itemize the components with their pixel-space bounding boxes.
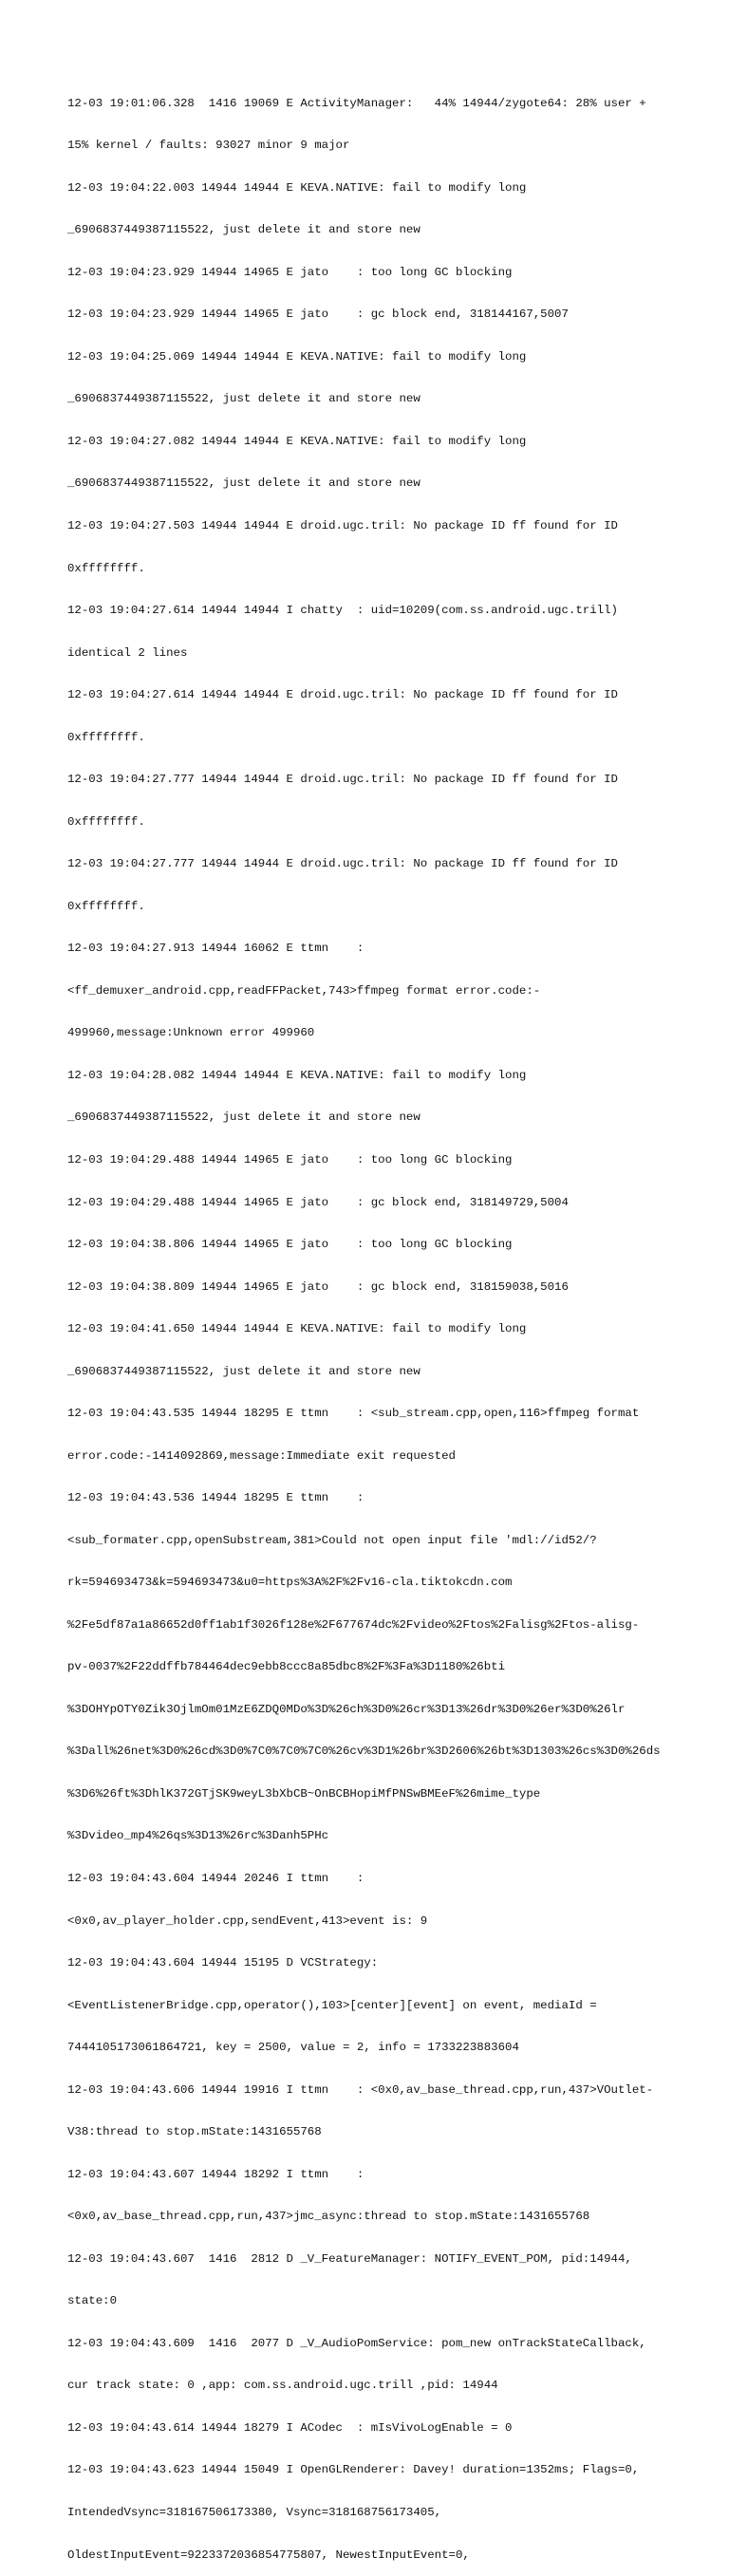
log-line: 12-03 19:04:43.614 14944 18279 I ACodec : mIsVivoLogEnable = 0 <box>67 2420 513 2435</box>
log-line: _6906837449387115522, just delete it and store new <box>67 223 421 237</box>
log-line: 12-03 19:04:23.929 14944 14965 E jato : gc block end, 318144167,5007 <box>67 308 569 322</box>
log-line: <ff_demuxer_android.cpp,readFFPacket,743>ffmpeg format error.code:- <box>67 983 541 998</box>
log-line: 12-03 19:04:27.777 14944 14944 E droid.ugc.tril: No package ID ff found for ID <box>67 773 618 787</box>
log-line: 12-03 19:04:27.777 14944 14944 E droid.ugc.tril: No package ID ff found for ID <box>67 857 618 871</box>
log-line: _6906837449387115522, just delete it and store new <box>67 1111 421 1125</box>
log-line: %3Dall%26net%3D0%26cd%3D0%7C0%7C0%7C0%26cv%3D1%26br%3D2606%26bt%3D1303%26cs%3D0%26ds <box>67 1745 661 1759</box>
log-line: 12-03 19:04:23.929 14944 14965 E jato : too long GC blocking <box>67 265 513 279</box>
log-line: 12-03 19:04:27.913 14944 16062 E ttmn : <box>67 942 364 956</box>
log-line: %3D6%26ft%3DhlK372GTjSK9weyL3bXbCB~OnBCBHopiMfPNSwBMEeF%26mime_type <box>67 1786 541 1801</box>
log-line: 499960,message:Unknown error 499960 <box>67 1026 315 1040</box>
log-line: 12-03 19:04:41.650 14944 14944 E KEVA.NATIVE: fail to modify long <box>67 1322 527 1336</box>
log-line: 12-03 19:04:43.604 14944 15195 D VCStrategy: <box>67 1956 379 1970</box>
log-line: <0x0,av_player_holder.cpp,sendEvent,413>event is: 9 <box>67 1913 428 1928</box>
log-line: state:0 <box>67 2294 118 2308</box>
log-line: 12-03 19:04:22.003 14944 14944 E KEVA.NATIVE: fail to modify long <box>67 180 527 195</box>
log-line: identical 2 lines <box>67 645 188 660</box>
log-line: 12-03 19:04:43.607 14944 18292 I ttmn : <box>67 2167 364 2181</box>
log-line: <sub_formater.cpp,openSubstream,381>Could not open input file 'mdl://id52/? <box>67 1533 597 1547</box>
log-line: 12-03 19:04:29.488 14944 14965 E jato : too long GC blocking <box>67 1152 513 1167</box>
log-line: 12-03 19:04:29.488 14944 14965 E jato : gc block end, 318149729,5004 <box>67 1195 569 1209</box>
log-line: 12-03 19:04:43.607 1416 2812 D _V_FeatureManager: NOTIFY_EVENT_POM, pid:14944, <box>67 2251 632 2266</box>
log-line: <0x0,av_base_thread.cpp,run,437>jmc_async:thread to stop.mState:1431655768 <box>67 2210 590 2224</box>
log-line: %3Dvideo_mp4%26qs%3D13%26rc%3Danh5PHc <box>67 1829 329 1843</box>
log-line: V38:thread to stop.mState:1431655768 <box>67 2125 322 2139</box>
log-line: 12-03 19:04:43.535 14944 18295 E ttmn : <sub_stream.cpp,open,116>ffmpeg format <box>67 1407 640 1421</box>
log-line: 12-03 19:04:28.082 14944 14944 E KEVA.NATIVE: fail to modify long <box>67 1068 527 1082</box>
log-line: IntendedVsync=318167506173380, Vsync=318168756173405, <box>67 2505 442 2519</box>
log-line: 7444105173061864721, key = 2500, value = 2, info = 1733223883604 <box>67 2041 519 2055</box>
log-line: 0xffffffff. <box>67 899 145 913</box>
log-line: OldestInputEvent=9223372036854775807, NewestInputEvent=0, <box>67 2548 470 2562</box>
log-line: 0xffffffff. <box>67 561 145 575</box>
log-line: cur track state: 0 ,app: com.ss.android.ugc.trill ,pid: 14944 <box>67 2379 498 2393</box>
log-text-block <box>67 68 675 2576</box>
log-line: rk=594693473&k=594693473&u0=https%3A%2F%2Fv16-cla.tiktokcdn.com <box>67 1576 513 1590</box>
log-line: 12-03 19:04:27.614 14944 14944 I chatty : uid=10209(com.ss.android.ugc.trill) <box>67 604 618 618</box>
log-line: pv-0037%2F22ddffb784464dec9ebb8ccc8a85dbc8%2F%3Fa%3D1180%26bti <box>67 1660 506 1674</box>
log-line: %2Fe5df87a1a86652d0ff1ab1f3026f128e%2F677674dc%2Fvideo%2Ftos%2Falisg%2Ftos-alisg- <box>67 1617 640 1632</box>
log-line: 12-03 19:04:27.503 14944 14944 E droid.ugc.tril: No package ID ff found for ID <box>67 519 618 532</box>
log-line: 12-03 19:01:06.328 1416 19069 E ActivityManager: 44% 14944/zygote64: 28% user + <box>67 96 646 110</box>
log-line: 0xffffffff. <box>67 814 145 829</box>
log-line: %3DOHYpOTY0Zik3OjlmOm01MzE6ZDQ0MDo%3D%26ch%3D0%26cr%3D13%26dr%3D0%26er%3D0%26lr <box>67 1702 626 1716</box>
log-line: _6906837449387115522, just delete it and store new <box>67 476 421 491</box>
log-line: 12-03 19:04:43.606 14944 19916 I ttmn : <0x0,av_base_thread.cpp,run,437>VOutlet- <box>67 2082 654 2097</box>
log-line: 12-03 19:04:43.609 1416 2077 D _V_AudioPomService: pom_new onTrackStateCallback, <box>67 2336 646 2350</box>
log-line: error.code:-1414092869,message:Immediate exit requested <box>67 1448 456 1463</box>
log-line: _6906837449387115522, just delete it and store new <box>67 392 421 406</box>
log-line: 12-03 19:04:25.069 14944 14944 E KEVA.NATIVE: fail to modify long <box>67 349 527 364</box>
log-line: 15% kernel / faults: 93027 minor 9 major <box>67 139 350 153</box>
log-line: 12-03 19:04:43.623 14944 15049 I OpenGLRenderer: Davey! duration=1352ms; Flags=0, <box>67 2463 640 2477</box>
log-line: 12-03 19:04:38.806 14944 14965 E jato : too long GC blocking <box>67 1238 513 1252</box>
log-line: 12-03 19:04:27.614 14944 14944 E droid.ugc.tril: No package ID ff found for ID <box>67 688 618 702</box>
log-line: 12-03 19:04:38.809 14944 14965 E jato : gc block end, 318159038,5016 <box>67 1279 569 1294</box>
log-line: _6906837449387115522, just delete it and store new <box>67 1364 421 1378</box>
log-line: 0xffffffff. <box>67 730 145 744</box>
log-line: 12-03 19:04:43.604 14944 20246 I ttmn : <box>67 1872 364 1885</box>
log-line: 12-03 19:04:43.536 14944 18295 E ttmn : <box>67 1491 364 1505</box>
log-line: <EventListenerBridge.cpp,operator(),103>[center][event] on event, mediaId = <box>67 1998 597 2012</box>
log-line: 12-03 19:04:27.082 14944 14944 E KEVA.NATIVE: fail to modify long <box>67 434 527 448</box>
